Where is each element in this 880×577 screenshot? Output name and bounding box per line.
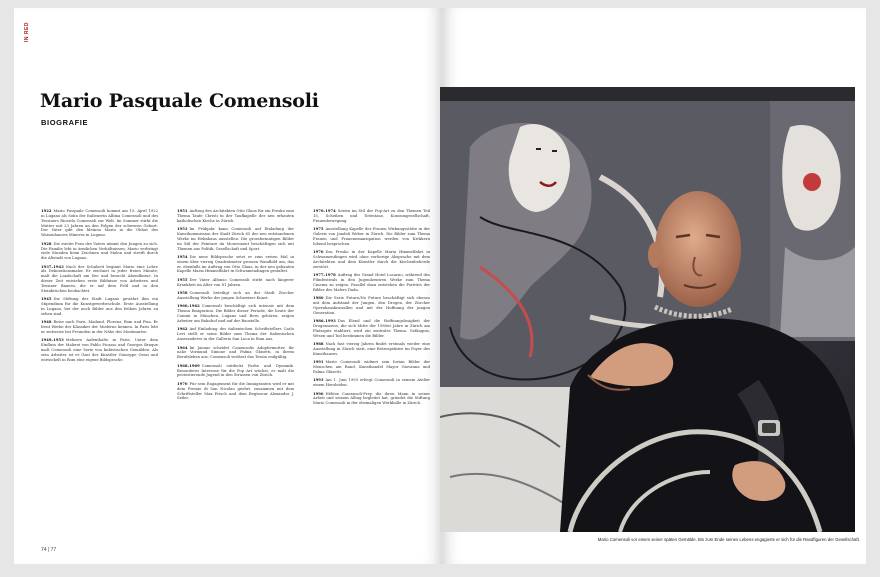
bio-entry [177, 278, 294, 288]
bio-entry-year: 1977–1978 [313, 272, 336, 278]
bio-entry [313, 360, 430, 375]
bio-entry-text: Comensoli beteiligt sich an der Stadt Zürcher Ausstellung Werke der jungen Schweizer Kunst. [177, 291, 294, 301]
bio-entry-text: Nach fast vierzig Jahren findet erstmals wieder eine Ausstellung in Zürich statt, eine Retrospektive im Foyer des Kunsthauses. [313, 341, 430, 356]
bio-entry [177, 255, 294, 274]
bio-entry-text: Ausstellung Kapelle der Frauen Wirkungsstätte in der Galerie von Jandeli Weber in Zürich. Die Bilder zum Thema Frauen und Frauenemanzipation werden von Kritikern lobend besprochen. [313, 227, 430, 246]
photo-caption: Mario Comensoli vor einem seiner späten Gemälde. Bis zum Ende seines Lebens engagierte er sich für die Randfiguren der Gesellschaft. [597, 537, 860, 542]
bio-entry [177, 364, 294, 379]
artist-portrait-illustration [440, 87, 855, 532]
bio-entry-text: Hélène Comensoli-Frey, die ihren Mann in seiner Arbeit und seinem Alltag begleitet hat, gründet die Stiftung Mario Comensoli in der ehemaligen Werkhalle in Zürich. [313, 391, 430, 406]
bio-entry [177, 291, 294, 301]
bio-entry [313, 392, 430, 407]
bio-entry-text: Die Serie Futuro/No Future beschäftigt sich ebenso mit dem Aufstand der Jungen, den Drogen, der Zürcher Opernhauskrawallen und mit der Hoffnung der jungen Generation. [313, 296, 430, 315]
bio-entry [313, 319, 430, 338]
bio-entry [313, 378, 430, 388]
bio-entry-year: 1970 [177, 380, 188, 386]
bio-entry-year: 1953 [177, 226, 188, 232]
bio-entry-year: 1928 [41, 240, 52, 246]
bio-entry-text: Comensoli entdeckt Farbe und Dynamik. Besonderes Interesse für die Pop Art wächst; er malt die protestierende Jugend in den Strassen von Zürich. [177, 363, 294, 378]
bio-entry-text: Im Januar scheidet Comensolis Adoptivmutter, ihr nahe Vormund Simone und Palma Ghisetti, in ihrem Berufsleben aus. Comensoli verlässt das Tessin endgültig. [177, 345, 294, 360]
bio-entry [41, 265, 158, 294]
bio-entry [177, 327, 294, 342]
article-title: Mario Pasquale Comensoli [40, 90, 319, 112]
bio-entry [313, 227, 430, 246]
bio-entry-year: 1951 [177, 208, 188, 213]
bio-entry-year: 1996 [313, 390, 324, 396]
bio-entry-text: Im Frühjahr kann Comensoli auf Einladung der Kunstkommission der Stadt Zürich 65 der neu entstandenen Werke im Helmhaus ausstellen. Die grossformatigen Bilder im Stil der Peinture du Mouvement beschäftigen sich mit Themen aus Politik, Gesellschaft und Sport. [177, 227, 294, 251]
bio-entry-text: Comensoli beschäftigt sich intensiv mit dem Thema Emigration. Die Bilder dieser Periode, die heute der Comini in München, Lugano und Bern gehören, zeigen Arbeiter am Bahnhof und auf der Baustelle. [177, 304, 294, 323]
artist-photo [440, 87, 855, 532]
bio-entry-text: Auftrag des Grand Hotel Locarno, während des Filmfestivals in den Jugendzentren Werke zum Thema Cinema zu zeigen. Parallel dazu entstehen die Porträts der Bilder des Malers Dada. [313, 273, 430, 292]
section-tag: IN RED [24, 22, 30, 42]
bio-entry-year: 1948 [41, 319, 52, 325]
article-subtitle: BIOGRAFIE [41, 118, 89, 127]
bio-entry-year: 1993 [313, 377, 324, 383]
bio-entry-text: Die Stiftung der Stadt Lugano gewährt ihm ein Stipendium für die Kunstgewerbeschule. Erste Ausstellung in Lugano, bei der auch Bilder aus den frühen Jahren zu sehen sind. [41, 297, 158, 316]
bio-entry-year: 1922 [41, 208, 52, 213]
bio-entry-year: 1962 [177, 326, 188, 332]
bio-entry-year: 1970–1974 [313, 208, 336, 213]
bio-entry-year: 1976 [313, 249, 324, 255]
bio-entry-year: 1988 [313, 340, 324, 346]
bio-entry-year: 1991 [313, 359, 324, 365]
bio-entry-year: 1949–1953 [41, 337, 64, 343]
bio-entry-year: 1960–1962 [177, 303, 200, 309]
bio-entry-text: Die zweite Frau des Vaters nimmt den Jungen zu sich. Die Familie lebt in ärmlichen Verhältnissen; Mario verbringt viele Stunden beim Zeichnen und Malen und streift durch die Altstadt von Lugano. [41, 241, 158, 261]
page-folio: 74 | 77 [41, 547, 57, 553]
bio-entry-year: 1975 [313, 226, 324, 232]
bio-entry-text: Der Vater Alfonso Comensoli stirbt nach längerer Krankheit im Alter von 81 Jahren. [177, 277, 294, 287]
bio-entry-year: 1964 [177, 344, 188, 350]
text-column-2 [177, 209, 294, 405]
left-page [14, 8, 442, 564]
bio-entry-text: Das Fresko in der Kapelle Maria Himmelfahrt in Schwamendingen wird ohne vorherige Absprache mit dem Architekten und dem Künstler durch die Kirchenbehörde zerstört. [313, 250, 430, 269]
bio-entry [313, 250, 430, 269]
text-column-3 [313, 209, 430, 410]
bio-entry-text: Auftrag des Architekten Otto Glaus für ein Fresko zum Thema Taufe Christi in der Taufkapelle der neu erbauten katholischen Kirche in Zürich. [177, 209, 294, 223]
bio-entry-text: Mario Pasquale Comensoli kommt am 15. April 1922 in Lugano als Sohn der Italienerin Albina Comensoli und des Tessiners Ricardo Comensoli zur Welt. Im Sommer stirbt die Mutter mit 23 Jahren an den Folgen der schweren Geburt. Der Vater gibt den kleinen Mario in die Obhut des Waisenhauses Minerva in Lugano. [41, 209, 158, 238]
bio-entry-text: Mehrere Aufenthalte in Paris. Unter dem Einfluss der Malerei von Pablo Picasso und Georges Braque malt Comensoli eine Serie von kubistischen Gemälden. Als sein Arbeiter ist er Gast der Künstler Giuseppe Orazi und entwickelt in Rom eine eigene Bildsprache. [41, 338, 158, 362]
bio-entry-text: Am 1. Juni 1993 erliegt Comensoli in seinem Atelier einem Herzleiden. [313, 378, 430, 388]
bio-entry [177, 209, 294, 224]
bio-entry [41, 338, 158, 362]
bio-entry-text: Das Elend und die Hoffnungslosigkeit der Drogenszene, die sich Mitte der 1980er Jahre in Zürich am Platzspitz etabliert, wird ein zentrales Thema. Gefängnis, Wesen und Tod bestimmen die Bilder. [313, 319, 430, 338]
bio-entry [41, 297, 158, 316]
bio-entry-text: Auf Einladung des italienischen Schriftstellers Carlo Levi stellt er seine Bilder zum Thema der Italienischen Auswanderer in der Galleria San Luca in Rom aus. [177, 327, 294, 342]
bio-entry-text: Reise nach Paris, Mailand, Florenz, Rom und Pisa. Er lernt Werke der Klassiker der Moderne kennen. In Paris lebt er zeitweise bei Freunden in der Nähe des Montmartre. [41, 320, 158, 334]
bio-entry [41, 242, 158, 261]
bio-entry-text: Nach der Schulzeit beginnt Mario eine Lehre als Dekorationsmaler. Er zeichnet in jeder freien Minute, malt die Landschaft am See und besucht Abendkurse. In dieser Zeit entstehen erste Bildnisse von Arbeitern und Tessiner Bauern, die er auf dem Feld und in den Steinbrüchen beobachtet. [41, 264, 158, 293]
bio-entry [313, 296, 430, 315]
bio-entry-year: 1980 [313, 295, 324, 301]
bio-entry-year: 1937–1943 [41, 263, 64, 269]
bio-entry [313, 342, 430, 357]
bio-entry [177, 304, 294, 323]
bio-entry-text: Mario Comensoli widmet sein fortan Bilder der Menschen am Rand, Kunsthandel Mayor Giovanna und Palma Ghisetti. [313, 360, 430, 374]
right-page [442, 8, 866, 564]
bio-entry-year: 1955 [177, 276, 188, 282]
bio-entry [177, 346, 294, 361]
bio-entry-year: 1986–1993 [313, 318, 336, 323]
bio-entry [41, 320, 158, 335]
bio-entry [313, 209, 430, 224]
bio-entry-text: Serien im Stil der Pop-Art zu den Themen Teil 15, Scheiben und Totentanz, Konsumgesellschaft, Frauenbewegung. [313, 209, 430, 223]
bio-entry-year: 1968–1969 [177, 362, 200, 368]
text-column-1 [41, 209, 158, 366]
bio-entry-year: 1954 [177, 253, 188, 259]
bio-entry [177, 227, 294, 251]
bio-entry-year: 1958 [177, 290, 188, 296]
bio-entry-text: Für sein Engagement für die Immigranten wird er mit dem Premio di San Nicolao geehrt, zusammen mit dem Schriftsteller Max Frisch und dem Regisseur Alexander J. Seiler. [177, 381, 294, 401]
bio-entry-text: Die neue Bildsprache setzt er zum ersten Mal in einem über vierzig Quadratmeter grossen Wandbild um, das er, ebenfalls im Auftrag von Otto Glaus, in der neu gebauten Kapelle Maria Himmelfahrt in Schwamendingen gestaltet. [177, 254, 294, 274]
bio-entry [177, 382, 294, 401]
bio-entry [41, 209, 158, 238]
bio-entry [313, 273, 430, 292]
bio-entry-year: 1945 [41, 296, 52, 302]
